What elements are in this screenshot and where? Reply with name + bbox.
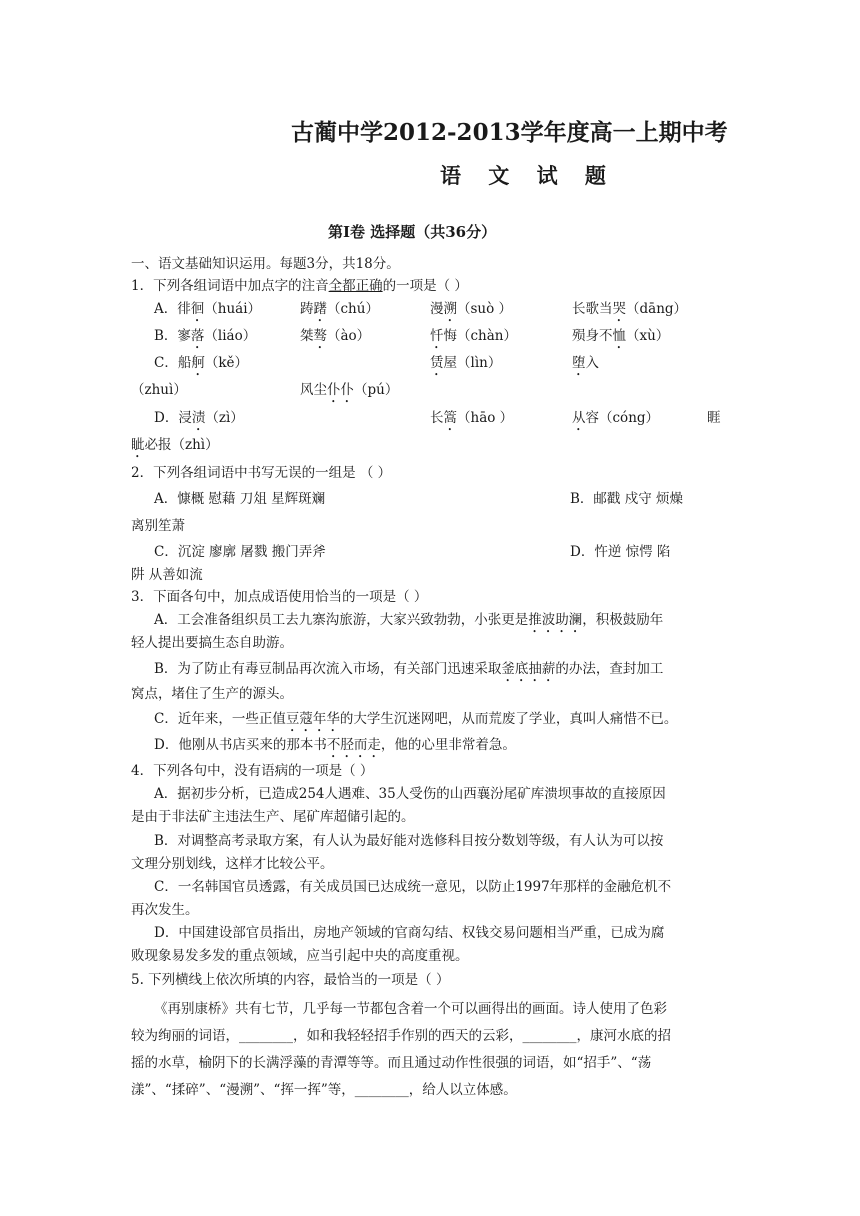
q1-option-a-3: 漫溯（suò ） [430, 301, 513, 317]
q3-option-c: C．近年来，一些正值豆蔻年华的大学生沉迷网吧，从而荒废了学业，真叫人痛惜不已。 [154, 711, 678, 727]
q1-option-a-4: 长歌当哭（dāng） [572, 301, 688, 317]
q5-passage-line-1: 《再别康桥》共有七节，几乎每一节都包含着一个可以画得出的画面。诗人使用了色彩 [154, 1001, 667, 1017]
q3-option-b: B．为了防止有毒豆制品再次流入市场，有关部门迅速采取釜底抽薪的办法，查封加工 [154, 661, 664, 677]
q2-option-b: B．邮戳 戍守 烦燥 [570, 491, 684, 507]
q3-option-a-cont: 轻人提出要搞生态自助游。 [131, 635, 293, 651]
q4-option-a-cont: 是由于非法矿主违法生产、尾矿库超储引起的。 [131, 809, 415, 825]
q1-option-d-5: 眦必报（zhì） [131, 437, 219, 453]
q1-option-b-3: 忏悔（chàn） [430, 328, 517, 344]
q1-option-c-1: C．船舸（kě） [154, 355, 249, 371]
q3-option-d: D．他刚从书店买来的那本书不胫而走，他的心里非常着急。 [154, 737, 516, 753]
q2-option-c: C．沉淀 廖廓 屠戮 搬门弄斧 [154, 544, 326, 560]
question-2-stem: 2．下列各组词语中书写无误的一组是 （ ） [131, 465, 392, 481]
q5-passage-line-2: 较为绚丽的词语，________，如和我轻轻招手作别的西天的云彩，________，康河水底的招 [131, 1028, 671, 1044]
q2-option-d: D．忤逆 惊愕 陷 [570, 544, 671, 560]
exam-subtitle: 语 文 试 题 [440, 163, 616, 188]
q1-option-b-2: 桀骜（ào） [300, 328, 371, 344]
q4-option-c: C．一名韩国官员透露，有关成员国已达成统一意见，以防止1997年那样的金融危机不 [154, 879, 672, 895]
q1-option-c-2: 风尘仆仆（pú） [300, 382, 399, 398]
q1-option-b-4: 殒身不恤（xù） [572, 328, 670, 344]
q3-option-a: A．工会准备组织员工去九寨沟旅游，大家兴致勃勃，小张更是推波助澜，积极鼓励年 [154, 612, 664, 628]
q4-option-c-cont: 再次发生。 [131, 902, 199, 918]
q1-option-a-2: 踌躇（chú） [300, 301, 379, 317]
q2-option-d-cont: 阱 从善如流 [131, 567, 203, 583]
q1-option-c-3: 赁屋（lìn） [430, 355, 502, 371]
q4-option-d: D．中国建设部官员指出，房地产领域的官商勾结、权钱交易问题相当严重，已成为腐 [154, 925, 665, 941]
q1-option-a-1: A．徘徊（huái） [154, 301, 262, 317]
q2-option-a: A．慷概 慰藉 刀俎 星辉斑斓 [154, 491, 326, 507]
q2-option-b-cont: 离别笙萧 [131, 518, 185, 534]
section-title: 第Ⅰ卷 选择题（共36分） [328, 223, 497, 241]
q1-option-d-5-start: 睚 [707, 410, 721, 426]
q4-option-a: A．据初步分析，已造成254人遇难、35人受伤的山西襄汾尾矿库溃坝事故的直接原因 [154, 786, 666, 802]
question-4-stem: 4．下列各句中，没有语病的一项是（ ） [131, 763, 374, 779]
q4-option-d-cont: 败现象易发多发的重点领域，应当引起中央的高度重视。 [131, 948, 469, 964]
q1-option-d-4: 从容（cóng） [572, 410, 660, 426]
question-1-stem: 1．下列各组词语中加点字的注音全都正确的一项是（ ） [131, 278, 468, 294]
q1-option-c-4: 堕入 [572, 355, 599, 371]
q5-passage-line-4: 漾”、“揉碎”、“漫溯”、“挥一挥”等，________，给人以立体感。 [131, 1082, 517, 1098]
q5-passage-line-3: 摇的水草，榆阴下的长满浮藻的青潭等等。而且通过动作性很强的词语，如“招手”、“荡 [131, 1055, 652, 1071]
question-3-stem: 3．下面各句中，加点成语使用恰当的一项是（ ） [131, 589, 428, 605]
q4-option-b-cont: 文理分别划线，这样才比较公平。 [131, 856, 334, 872]
q3-option-b-cont: 窝点，堵住了生产的源头。 [131, 686, 293, 702]
part-heading: 一、语文基础知识运用。每题3分，共18分。 [131, 256, 400, 272]
q1-option-b-1: B．寥落（liáo） [154, 328, 257, 344]
question-5-stem: 5. 下列横线上依次所填的内容，最恰当的一项是（ ） [131, 972, 450, 988]
q1-option-d-3: 长篙（hāo ） [430, 410, 514, 426]
q1-option-c-4-pinyin: （zhuì） [131, 382, 187, 398]
q1-option-d-1: D．浸渍（zì） [154, 410, 244, 426]
exam-title: 古蔺中学2012-2013学年度高一上期中考 [291, 119, 728, 146]
q4-option-b: B．对调整高考录取方案，有人认为最好能对选修科目按分数划等级，有人认为可以按 [154, 833, 664, 849]
